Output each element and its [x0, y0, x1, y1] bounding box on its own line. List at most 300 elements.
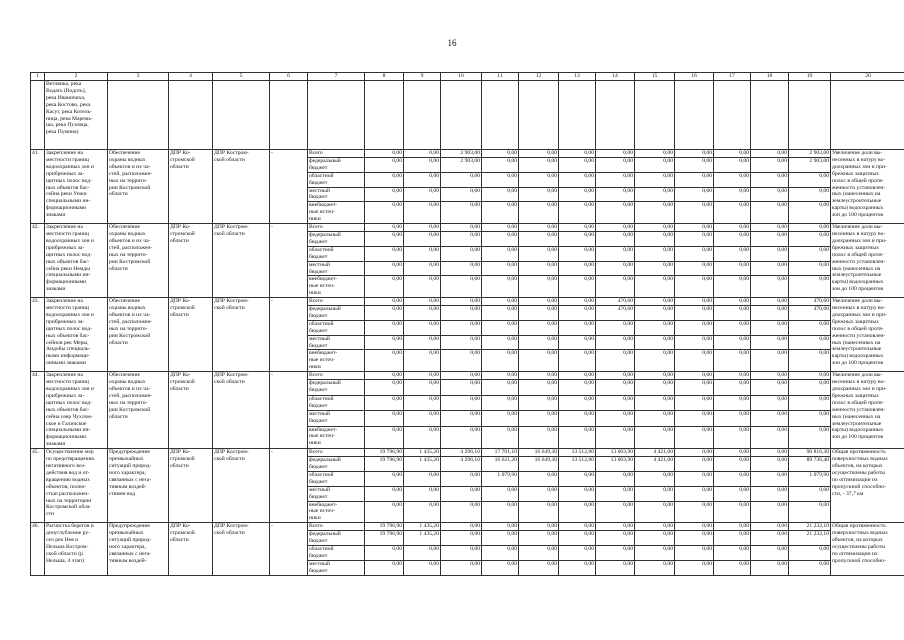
funding-value: 16 649,30	[519, 449, 559, 457]
funding-value: 0,00	[714, 231, 751, 246]
funding-value: 2 903,00	[441, 150, 482, 158]
funding-value: 0,00	[441, 560, 482, 575]
funding-value: 0,00	[675, 501, 714, 523]
item-goal: Обеспечение охраны водных объектов и их ча- стей, расположен- ных на террито- рии Костромской области	[108, 298, 169, 372]
item-column-6: -	[270, 298, 308, 372]
funding-value: 1 079,90	[789, 471, 831, 486]
funding-value: 0,00	[714, 335, 751, 350]
item-recipient: ДПР Костром- ской области	[213, 372, 270, 449]
funding-value: 0,00	[596, 202, 635, 224]
funding-value: 0,00	[559, 395, 596, 410]
funding-value: 0,00	[519, 276, 559, 298]
funding-value: 0,00	[675, 246, 714, 261]
funding-source-label: Всего	[308, 224, 365, 232]
funding-value: 0,00	[519, 411, 559, 426]
funding-value: 0,00	[675, 411, 714, 426]
funding-source-label: областной бюджет	[308, 246, 365, 261]
funding-value: 0,00	[365, 486, 404, 501]
funding-value: 0,00	[365, 231, 404, 246]
column-number: 11	[482, 73, 519, 81]
funding-value: 0,00	[404, 224, 441, 232]
funding-source-label: внебюджет- ные источ- ники	[308, 276, 365, 298]
funding-source-label: федеральный бюджет	[308, 157, 365, 172]
funding-value: 0,00	[365, 380, 404, 395]
funding-value: 0,00	[404, 380, 441, 395]
funding-value: 0,00	[635, 157, 675, 172]
funding-value: 0,00	[441, 231, 482, 246]
funding-value: 0,00	[482, 411, 519, 426]
funding-value: 0,00	[441, 246, 482, 261]
funding-source-label: внебюджет- ные источ- ники	[308, 350, 365, 372]
funding-value: 0,00	[404, 172, 441, 187]
funding-value: 0,00	[596, 246, 635, 261]
funding-value: 0,00	[482, 306, 519, 321]
funding-value: 0,00	[482, 395, 519, 410]
item-number: 46.	[31, 523, 45, 575]
funding-value: 0,00	[404, 372, 441, 380]
item-recipient: ДПР Костром- ской области	[213, 523, 270, 575]
funding-value: 0,00	[789, 501, 831, 523]
funding-value: 0,00	[675, 486, 714, 501]
funding-source-label: федеральный бюджет	[308, 380, 365, 395]
funding-value: 0,00	[559, 531, 596, 546]
funding-value: 0,00	[519, 486, 559, 501]
funding-value: 0,00	[635, 276, 675, 298]
funding-value: 0,00	[635, 395, 675, 410]
funding-value: 0,00	[635, 545, 675, 560]
funding-value: 0,00	[559, 276, 596, 298]
funding-value: 0,00	[404, 486, 441, 501]
funding-value: 0,00	[441, 172, 482, 187]
table-cell	[404, 81, 441, 150]
column-number: 13	[559, 73, 596, 81]
column-number: 6	[270, 73, 308, 81]
funding-source-label: внебюджет- ные источ- ники	[308, 501, 365, 523]
funding-value: 0,00	[751, 202, 789, 224]
funding-value: 0,00	[365, 150, 404, 158]
funding-value: 0,00	[675, 531, 714, 546]
funding-value: 0,00	[789, 486, 831, 501]
funding-value: 0,00	[751, 246, 789, 261]
funding-value: 0,00	[404, 276, 441, 298]
funding-value: 0,00	[675, 172, 714, 187]
funding-source-label: областной бюджет	[308, 395, 365, 410]
funding-value: 0,00	[482, 150, 519, 158]
page-number: 16	[447, 38, 457, 48]
table-cell	[831, 81, 904, 150]
funding-value: 0,00	[675, 449, 714, 457]
funding-value: 0,00	[441, 426, 482, 449]
funding-source-label: местный бюджет	[308, 560, 365, 575]
table-cell	[596, 81, 635, 150]
funding-value: 0,00	[559, 545, 596, 560]
funding-value: 0,00	[789, 246, 831, 261]
table-cell	[751, 81, 789, 150]
funding-value: 0,00	[404, 560, 441, 575]
funding-value: 0,00	[519, 320, 559, 335]
funding-value: 0,00	[675, 298, 714, 306]
funding-value: 0,00	[751, 449, 789, 457]
item-executor: ДПР Ко- стромской области	[169, 224, 213, 298]
funding-value: 0,00	[751, 380, 789, 395]
funding-value: 0,00	[714, 350, 751, 372]
funding-value: 0,00	[365, 298, 404, 306]
funding-source-label: федеральный бюджет	[308, 306, 365, 321]
funding-value: 0,00	[441, 545, 482, 560]
funding-value: 0,00	[559, 523, 596, 531]
funding-value: 0,00	[789, 350, 831, 372]
funding-value: 0,00	[596, 187, 635, 202]
item-expected-result: Общая протяженность поверхностных водных объектов, на которых осуществлены работы по оптимизации их пропускной способно-	[831, 523, 904, 575]
item-name: Расчистка берегов и дноуглубление ру- сел рек Нея и Нельша Костром- ской области (р. Нельша, 4 этап)	[45, 523, 108, 575]
funding-value: 0,00	[365, 395, 404, 410]
funding-value: 0,00	[519, 202, 559, 224]
item-column-6: -	[270, 449, 308, 523]
funding-source-label: федеральный бюджет	[308, 457, 365, 472]
item-name: Закрепление на местности границ водоохранных зон и прибрежных за- щитных полос вод- ных объектов бас- сейна реки Немды специальными ин- формационными знаками	[45, 224, 108, 298]
funding-value: 0,00	[519, 372, 559, 380]
funding-value: 0,00	[441, 395, 482, 410]
funding-value: 0,00	[404, 306, 441, 321]
funding-value: 0,00	[714, 531, 751, 546]
funding-value: 0,00	[635, 523, 675, 531]
funding-value: 0,00	[365, 246, 404, 261]
funding-value: 0,00	[482, 531, 519, 546]
item-column-6: -	[270, 150, 308, 224]
funding-value: 0,00	[675, 202, 714, 224]
funding-value: 0,00	[751, 157, 789, 172]
funding-value: 0,00	[751, 501, 789, 523]
funding-source-label: федеральный бюджет	[308, 531, 365, 546]
funding-value: 0,00	[789, 320, 831, 335]
funding-value: 0,00	[404, 261, 441, 276]
funding-value: 0,00	[635, 246, 675, 261]
funding-value: 0,00	[441, 261, 482, 276]
funding-value: 0,00	[789, 261, 831, 276]
funding-value: 4 296,10	[441, 449, 482, 457]
funding-value: 0,00	[482, 202, 519, 224]
funding-value: 0,00	[404, 231, 441, 246]
funding-value: 0,00	[482, 501, 519, 523]
funding-value: 0,00	[559, 411, 596, 426]
funding-value: 0,00	[482, 350, 519, 372]
item-name: Закрепление на местности границ водоохранных зон и прибрежных за- щитных полос вод- ных объектов бас- сейнов рек Меры, Андобы специаль- ными информаци- онными знаками	[45, 298, 108, 372]
funding-value: 0,00	[441, 350, 482, 372]
funding-value: 0,00	[519, 531, 559, 546]
funding-value: 0,00	[714, 320, 751, 335]
funding-value: 0,00	[596, 545, 635, 560]
funding-value: 0,00	[675, 261, 714, 276]
funding-value: 0,00	[441, 486, 482, 501]
funding-value: 0,00	[365, 426, 404, 449]
funding-value: 0,00	[441, 471, 482, 486]
column-number: 15	[635, 73, 675, 81]
funding-value: 0,00	[482, 172, 519, 187]
funding-value: 0,00	[635, 202, 675, 224]
item-expected-result: Увеличение доли вы- несенных в натуру во- доохранных зон и при- брежных защитных полос в общей протя- женности установлен- ных (нанесенных на землеустроительные карты) водоохранных зон до 100 процентов	[831, 372, 904, 449]
funding-value: 0,00	[789, 560, 831, 575]
item-executor: ДПР Ко- стромской области	[169, 150, 213, 224]
continuation-row	[31, 81, 904, 150]
funding-value: 0,00	[751, 411, 789, 426]
item-name: Закрепление на местности границ водоохранных зон и прибрежных за- щитных полос вод- ных объектов бас- сейна реки Унжи специальными ин- формационными знаками	[45, 150, 108, 224]
funding-value: 0,00	[365, 471, 404, 486]
column-number: 16	[675, 73, 714, 81]
column-number: 5	[213, 73, 270, 81]
item-executor: ДПР Ко- стромской области	[169, 523, 213, 575]
funding-value: 0,00	[789, 380, 831, 395]
funding-value: 0,00	[675, 231, 714, 246]
item-number: 42.	[31, 224, 45, 298]
funding-value: 0,00	[482, 231, 519, 246]
funding-value: 0,00	[675, 320, 714, 335]
funding-value: 17 701,10	[482, 449, 519, 457]
funding-value: 0,00	[559, 335, 596, 350]
funding-value: 0,00	[441, 202, 482, 224]
funding-value: 0,00	[519, 545, 559, 560]
continued-item-name: Ветлянка, река Водать (Водоть), река Иваничиха, река Костово, река Касуг, река Котель- ница, река Маремь- ша, река Пузовца, река Пумина)	[45, 81, 108, 150]
funding-value: 19 796,90	[365, 531, 404, 546]
funding-value: 0,00	[519, 380, 559, 395]
funding-source-label: местный бюджет	[308, 261, 365, 276]
funding-source-label: Всего	[308, 372, 365, 380]
column-number: 20	[831, 73, 904, 81]
funding-value: 470,60	[789, 306, 831, 321]
funding-value: 16 621,20	[482, 457, 519, 472]
funding-value: 0,00	[404, 320, 441, 335]
funding-value: 0,00	[751, 350, 789, 372]
column-number: 19	[789, 73, 831, 81]
funding-value: 0,00	[789, 172, 831, 187]
funding-value: 0,00	[789, 426, 831, 449]
table-cell	[635, 81, 675, 150]
funding-value: 0,00	[404, 411, 441, 426]
table-cell	[441, 81, 482, 150]
table-row	[31, 150, 904, 158]
funding-value: 0,00	[714, 150, 751, 158]
column-number-row	[31, 73, 904, 81]
funding-value: 0,00	[714, 380, 751, 395]
funding-value: 0,00	[519, 395, 559, 410]
table-cell	[270, 81, 308, 150]
funding-value: 0,00	[596, 231, 635, 246]
funding-value: 0,00	[751, 224, 789, 232]
funding-value: 0,00	[635, 231, 675, 246]
funding-value: 0,00	[441, 276, 482, 298]
funding-value: 0,00	[714, 306, 751, 321]
funding-value: 0,00	[482, 523, 519, 531]
funding-value: 0,00	[482, 157, 519, 172]
funding-value: 0,00	[635, 172, 675, 187]
funding-value: 90 816,30	[789, 449, 831, 457]
funding-value: 0,00	[675, 187, 714, 202]
funding-value: 0,00	[675, 224, 714, 232]
item-goal: Обеспечение охраны водных объектов и их ча- стей, расположен- ных на террито- рии Костромской области	[108, 372, 169, 449]
funding-value: 0,00	[482, 372, 519, 380]
funding-value: 0,00	[441, 501, 482, 523]
funding-value: 0,00	[482, 545, 519, 560]
funding-value: 0,00	[635, 380, 675, 395]
item-goal: Предупреждение чрезвычайных ситуаций природ- ного характера, связанных с нега- тивным воздей- ствием вод	[108, 449, 169, 523]
funding-value: 0,00	[404, 471, 441, 486]
funding-value: 0,00	[751, 261, 789, 276]
funding-value: 21 232,10	[789, 531, 831, 546]
funding-value: 0,00	[596, 426, 635, 449]
funding-value: 0,00	[559, 380, 596, 395]
funding-value: 0,00	[559, 560, 596, 575]
funding-value: 0,00	[559, 320, 596, 335]
funding-source-label: местный бюджет	[308, 187, 365, 202]
funding-value: 0,00	[751, 426, 789, 449]
funding-value: 0,00	[596, 560, 635, 575]
funding-value: 0,00	[714, 298, 751, 306]
table-row	[31, 224, 904, 232]
funding-value: 0,00	[365, 320, 404, 335]
funding-value: 0,00	[365, 261, 404, 276]
funding-value: 0,00	[714, 261, 751, 276]
funding-value: 0,00	[751, 231, 789, 246]
table-row	[31, 523, 904, 531]
funding-value: 0,00	[596, 335, 635, 350]
table-cell	[789, 81, 831, 150]
funding-value: 0,00	[482, 426, 519, 449]
funding-value: 0,00	[559, 261, 596, 276]
funding-value: 470,60	[789, 298, 831, 306]
funding-value: 0,00	[596, 150, 635, 158]
table-cell	[482, 81, 519, 150]
funding-value: 0,00	[559, 187, 596, 202]
funding-value: 0,00	[751, 531, 789, 546]
funding-value: 0,00	[751, 187, 789, 202]
table-cell	[519, 81, 559, 150]
funding-source-label: областной бюджет	[308, 172, 365, 187]
funding-value: 0,00	[559, 246, 596, 261]
funding-value: 0,00	[404, 150, 441, 158]
funding-value: 16 649,30	[519, 457, 559, 472]
funding-value: 0,00	[596, 372, 635, 380]
funding-value: 0,00	[596, 523, 635, 531]
item-executor: ДПР Ко- стромской области	[169, 449, 213, 523]
funding-value: 0,00	[559, 471, 596, 486]
funding-value: 0,00	[596, 261, 635, 276]
funding-value: 13 512,80	[559, 457, 596, 472]
funding-value: 0,00	[404, 335, 441, 350]
item-recipient: ДПР Костром- ской области	[213, 150, 270, 224]
funding-value: 0,00	[519, 523, 559, 531]
funding-value: 0,00	[596, 486, 635, 501]
item-goal: Обеспечение охраны водных объектов и их ча- стей, расположен- ных на террито- рии Костромской области	[108, 150, 169, 224]
funding-value: 0,00	[751, 320, 789, 335]
funding-value: 0,00	[675, 157, 714, 172]
funding-value: 0,00	[519, 246, 559, 261]
funding-source-label: областной бюджет	[308, 545, 365, 560]
funding-value: 0,00	[714, 449, 751, 457]
item-number: 41.	[31, 150, 45, 224]
funding-value: 21 232,10	[789, 523, 831, 531]
funding-value: 0,00	[559, 157, 596, 172]
funding-value: 0,00	[789, 411, 831, 426]
column-number: 1	[31, 73, 45, 81]
funding-value: 0,00	[751, 372, 789, 380]
funding-value: 0,00	[675, 395, 714, 410]
funding-value: 0,00	[675, 150, 714, 158]
funding-value: 0,00	[635, 372, 675, 380]
funding-source-label: внебюджет- ные источ- ники	[308, 426, 365, 449]
funding-value: 0,00	[596, 350, 635, 372]
funding-value: 0,00	[714, 545, 751, 560]
column-number: 17	[714, 73, 751, 81]
funding-value: 0,00	[404, 187, 441, 202]
funding-value: 2 903,00	[441, 157, 482, 172]
funding-value: 0,00	[635, 320, 675, 335]
funding-value: 0,00	[635, 486, 675, 501]
funding-value: 0,00	[789, 224, 831, 232]
funding-value: 0,00	[635, 350, 675, 372]
funding-value: 0,00	[559, 501, 596, 523]
funding-value: 0,00	[675, 335, 714, 350]
funding-value: 0,00	[789, 187, 831, 202]
funding-value: 0,00	[714, 187, 751, 202]
funding-value: 0,00	[635, 501, 675, 523]
funding-value: 0,00	[559, 172, 596, 187]
table-cell	[675, 81, 714, 150]
funding-value: 470,60	[596, 298, 635, 306]
funding-value: 0,00	[559, 486, 596, 501]
funding-value: 0,00	[404, 350, 441, 372]
funding-value: 0,00	[365, 545, 404, 560]
table-cell	[308, 81, 365, 150]
funding-value: 0,00	[482, 276, 519, 298]
funding-value: 0,00	[635, 531, 675, 546]
funding-value: 0,00	[714, 202, 751, 224]
funding-value: 19 796,90	[365, 457, 404, 472]
funding-source-label: Всего	[308, 298, 365, 306]
funding-value: 0,00	[441, 224, 482, 232]
funding-value: 0,00	[404, 246, 441, 261]
funding-value: 0,00	[404, 298, 441, 306]
funding-value: 0,00	[675, 306, 714, 321]
funding-value: 0,00	[675, 372, 714, 380]
item-expected-result: Увеличение доли вы- несенных в натуру во- доохранных зон и при- брежных защитных полос в общей протя- женности установлен- ных (нанесенных на землеустроительные карты) водоохранных зон до 100 процентов	[831, 150, 904, 224]
funding-value: 0,00	[365, 350, 404, 372]
funding-value: 0,00	[519, 172, 559, 187]
program-measures-table	[30, 72, 904, 576]
funding-value: 0,00	[365, 276, 404, 298]
funding-value: 0,00	[751, 523, 789, 531]
funding-value: 0,00	[714, 172, 751, 187]
funding-value: 2 903,00	[789, 150, 831, 158]
funding-value: 0,00	[482, 261, 519, 276]
funding-value: 0,00	[482, 560, 519, 575]
funding-value: 0,00	[635, 335, 675, 350]
funding-value: 0,00	[441, 523, 482, 531]
funding-value: 0,00	[751, 150, 789, 158]
funding-value: 0,00	[519, 501, 559, 523]
funding-value: 0,00	[596, 172, 635, 187]
funding-value: 1 435,20	[404, 523, 441, 531]
table-cell	[213, 81, 270, 150]
funding-value: 0,00	[559, 224, 596, 232]
table-row	[31, 372, 904, 380]
funding-value: 0,00	[404, 501, 441, 523]
funding-value: 0,00	[519, 231, 559, 246]
item-goal: Обеспечение охраны водных объектов и их ча- стей, расположен- ных на террито- рии Костромской области	[108, 224, 169, 298]
table-row	[31, 449, 904, 457]
funding-value: 0,00	[559, 426, 596, 449]
column-number: 14	[596, 73, 635, 81]
funding-value: 0,00	[519, 157, 559, 172]
item-recipient: ДПР Костром- ской области	[213, 449, 270, 523]
